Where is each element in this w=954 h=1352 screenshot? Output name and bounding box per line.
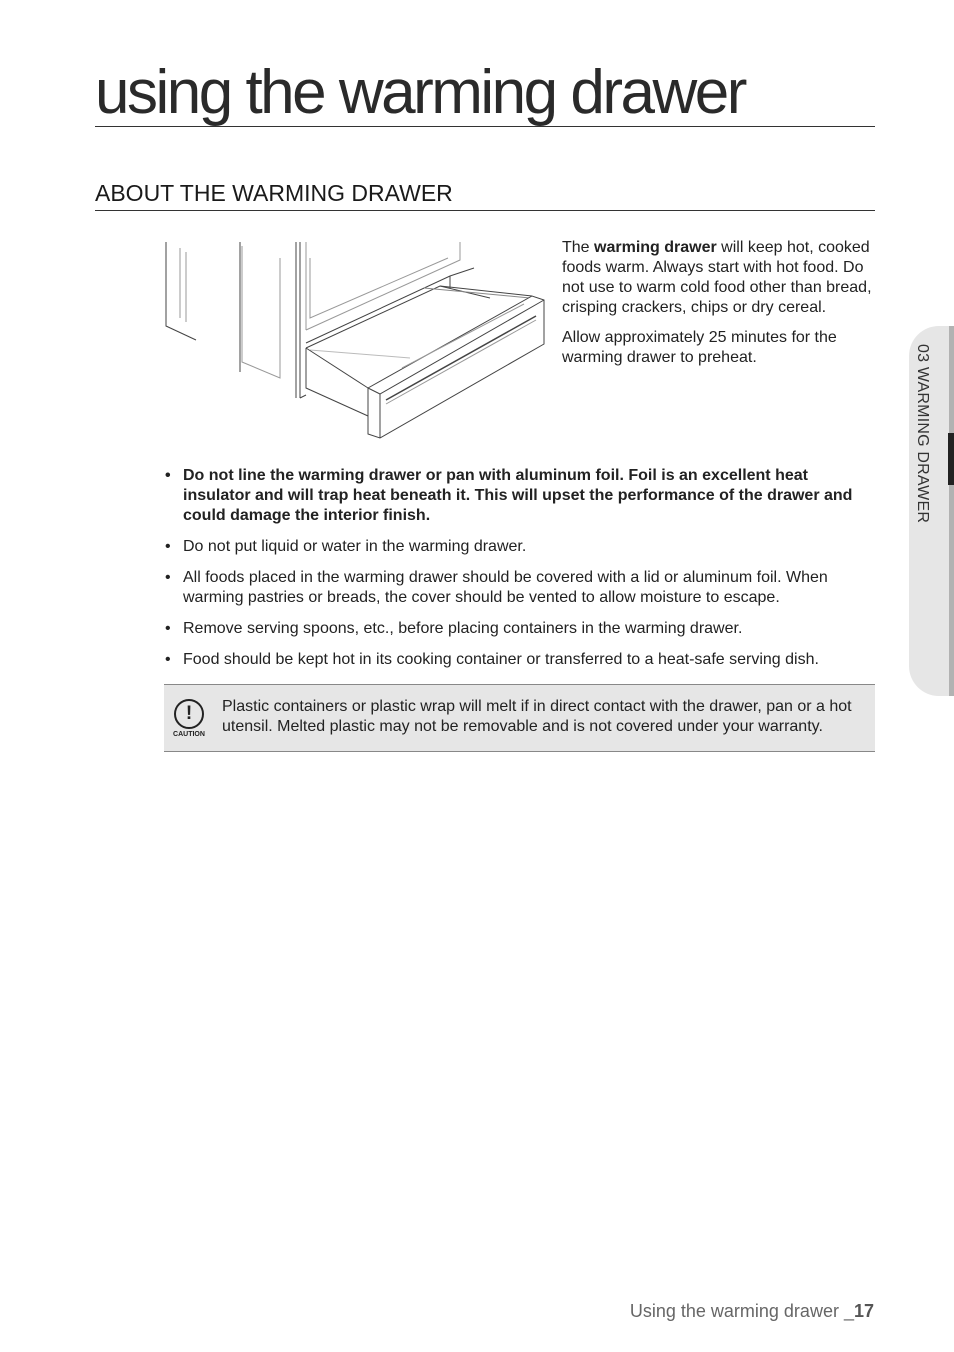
footer-text: Using the warming drawer _: [629, 1301, 854, 1321]
page-number: 17: [853, 1301, 874, 1321]
bullet-dot: •: [165, 620, 171, 637]
bullet-dot: •: [165, 538, 171, 555]
caution-box: [164, 684, 875, 752]
caution-label: CAUTION: [173, 731, 205, 738]
bullet-dot: •: [165, 569, 171, 586]
chapter-marker: [948, 433, 954, 485]
page-footer: [630, 1301, 874, 1322]
page-title: using the warming drawer: [95, 62, 875, 127]
list-item: • Do not line the warming drawer or pan with aluminum foil. Foil is an excellent heat insulator and will trap heat beneath it. This will upset the performance of the drawer and could damage the interior finish.: [165, 467, 853, 524]
safety-bullet-list: [164, 466, 876, 681]
intro-paragraph-2: Allow approximately 25 minutes for the warming drawer to preheat.: [562, 329, 837, 366]
intro-text: [562, 238, 874, 378]
intro-paragraph-1: The warming drawer will keep hot, cooked foods warm. Always start with hot food. Do not use to warm cold food other than bread, crisping crackers, chips or dry cereal.: [562, 239, 872, 316]
bullet-dot: •: [165, 651, 171, 668]
chapter-side-tab: [909, 326, 954, 696]
chapter-tab-label: 03 WARMING DRAWER: [914, 344, 931, 524]
caution-icon: [172, 699, 206, 738]
list-item: • Food should be kept hot in its cooking container or transferred to a heat-safe serving dish.: [165, 651, 819, 668]
warming-drawer-illustration: [160, 238, 550, 448]
bullet-dot: •: [165, 467, 171, 484]
section-title: ABOUT THE WARMING DRAWER: [95, 180, 875, 211]
list-item: • Do not put liquid or water in the warming drawer.: [165, 538, 527, 555]
list-item: • All foods placed in the warming drawer should be covered with a lid or aluminum foil. When warming pastries or breads, the cover should be vented to allow moisture to escape.: [165, 569, 828, 606]
exclamation-icon: !: [174, 699, 204, 729]
caution-text: Plastic containers or plastic wrap will melt if in direct contact with the drawer, pan or a hot utensil. Melted plastic may not be removable and is not covered under your warranty.: [222, 698, 852, 735]
list-item: • Remove serving spoons, etc., before placing containers in the warming drawer.: [165, 620, 743, 637]
